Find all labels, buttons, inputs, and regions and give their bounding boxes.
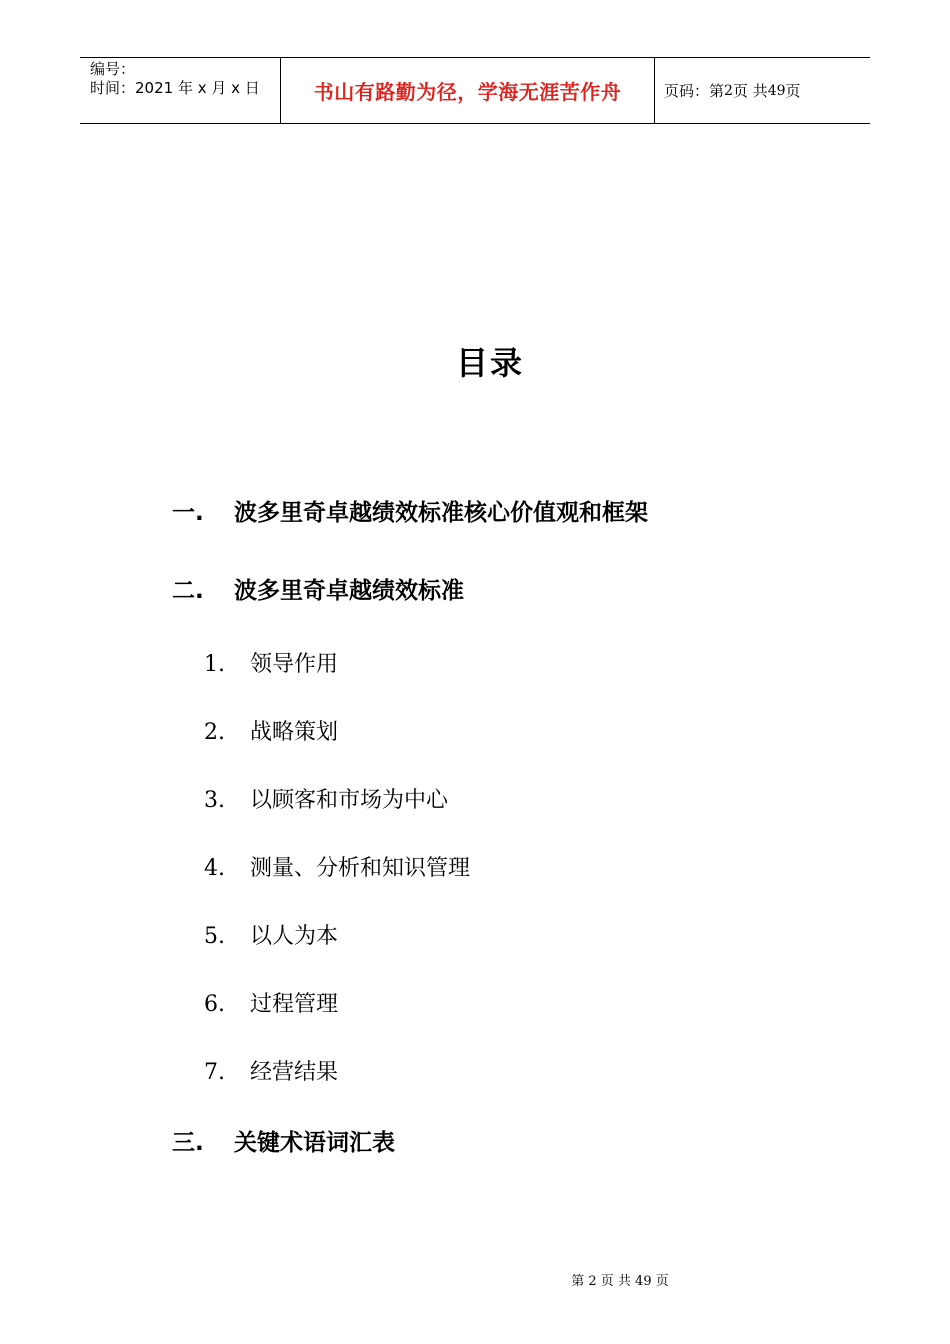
item-number: 6.: [204, 992, 225, 1017]
item-number: 7.: [204, 1060, 225, 1085]
page-current: 2: [724, 82, 733, 99]
item-number: 1.: [204, 652, 225, 677]
item-number: 2.: [204, 720, 225, 745]
item-number: 5.: [204, 924, 225, 949]
toc-section-2[interactable]: [172, 572, 464, 605]
header-motto: 书山有路勤为径，学海无涯苦作舟: [281, 58, 655, 123]
item-label: 以人为本: [250, 924, 339, 949]
page-header: [80, 57, 870, 124]
item-label: 战略策划: [250, 720, 339, 745]
toc-section-1[interactable]: [172, 494, 648, 527]
item-label: 测量、分析和知识管理: [250, 856, 471, 881]
page-total: 49: [767, 82, 786, 99]
toc-item-6[interactable]: [204, 987, 338, 1018]
section-label: 波多里奇卓越绩效标准核心价值观和框架: [234, 500, 648, 526]
page-prefix: 页码：第: [664, 82, 725, 100]
item-label: 以顾客和市场为中心: [250, 788, 449, 813]
toc-item-3[interactable]: [204, 783, 448, 814]
toc-item-1[interactable]: [204, 647, 338, 678]
item-label: 领导作用: [250, 652, 339, 677]
toc-item-7[interactable]: [204, 1055, 338, 1086]
page-suffix: 页: [785, 82, 801, 100]
item-number: 4.: [204, 856, 225, 881]
section-number: 一.: [172, 500, 204, 526]
item-number: 3.: [204, 788, 225, 813]
section-number: 三.: [172, 1130, 204, 1156]
header-meta: [80, 58, 281, 123]
toc-item-5[interactable]: [204, 919, 338, 950]
page-footer: 第 2 页 共 49 页: [571, 1274, 669, 1289]
date-label: 时间：2021 年 x 月 x 日: [90, 79, 260, 97]
header-page-info: [655, 58, 870, 123]
section-label: 波多里奇卓越绩效标准: [234, 578, 464, 604]
section-label: 关键术语词汇表: [234, 1130, 395, 1156]
toc-item-4[interactable]: [204, 851, 470, 882]
toc-title: 目录: [455, 344, 524, 382]
section-number: 二.: [172, 578, 204, 604]
toc-item-2[interactable]: [204, 715, 338, 746]
serial-number-label: 编号：: [90, 60, 136, 78]
page-mid: 页 共: [732, 82, 768, 100]
toc-section-3[interactable]: [172, 1124, 395, 1157]
item-label: 过程管理: [250, 992, 339, 1017]
item-label: 经营结果: [250, 1060, 339, 1085]
